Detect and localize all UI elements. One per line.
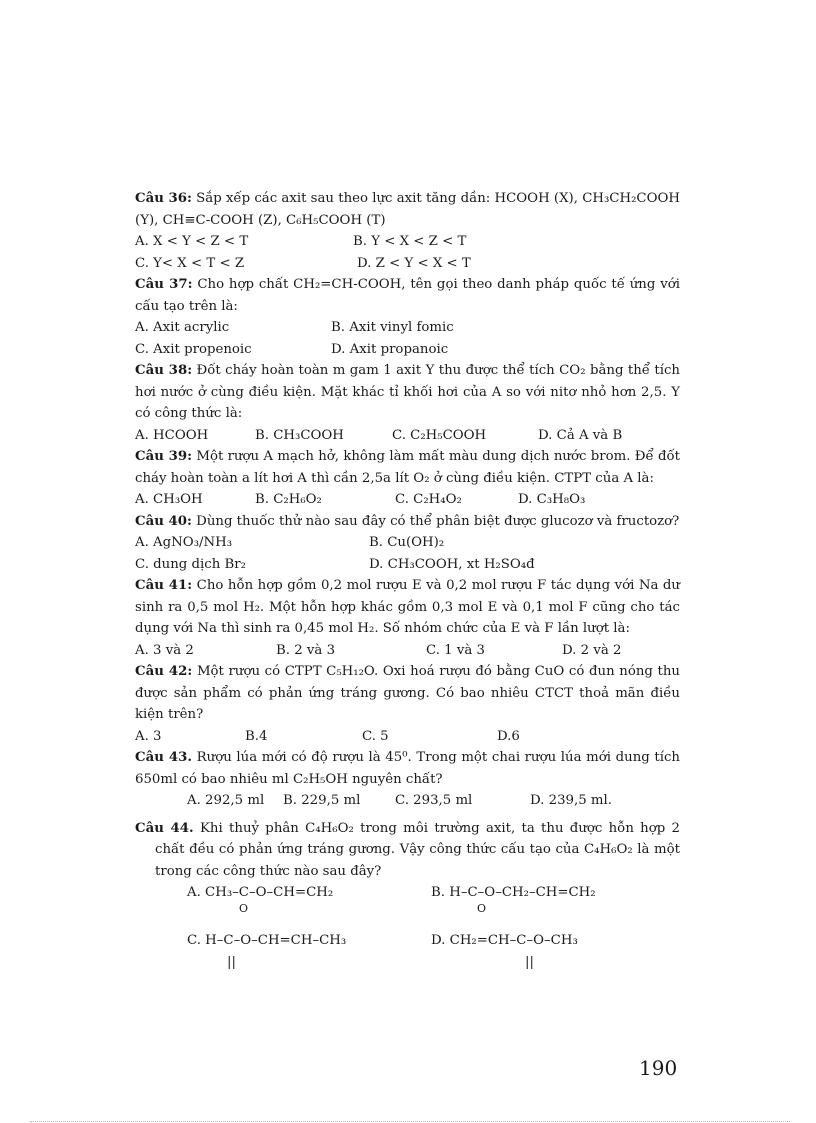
- options-row: [135, 554, 680, 576]
- option-b: B. C₂H₆O₂: [255, 492, 322, 507]
- question-text: Dùng thuốc thử nào sau đây có thể phân biệt được glucozơ và fructozơ?: [196, 513, 680, 529]
- options-row: [135, 425, 680, 447]
- option-a: A. CH₃OH: [135, 492, 203, 507]
- options-row: [135, 339, 680, 361]
- question-text: Đốt cháy hoàn toàn m gam 1 axit Y thu được thể tích CO₂ bằng thể tích hơi nước ở cùng điều kiện. Mặt khác tỉ khối hơi của A so với nitơ nhỏ hơn 2,5. Y có công thức là:: [135, 363, 680, 421]
- option-d: D. CH₂=CH–C–O–CH₃: [431, 933, 578, 948]
- option-a: A. CH₃–C–O–CH=CH₂: [187, 885, 334, 900]
- option-c: C. 5: [362, 728, 389, 744]
- option-d: D. CH₃COOH, xt H₂SO₄đ: [369, 556, 535, 572]
- option-d: D. Z < Y < X < T: [357, 255, 471, 271]
- option-c: C. H–C–O–CH=CH–CH₃: [187, 933, 347, 948]
- question-text: Rượu lúa mới có độ rượu là 45⁰. Trong một chai rượu lúa mới dung tích 650ml có bao nhiêu ml C₂H₅OH nguyên chất?: [135, 750, 680, 787]
- question-40: [135, 511, 680, 533]
- option-b: B. Y < X < Z < T: [353, 234, 467, 249]
- question-36: [135, 188, 680, 231]
- option-a: A. AgNO₃/NH₃: [135, 535, 233, 550]
- question-label: Câu 39:: [135, 449, 192, 464]
- question-text: Một rượu A mạch hở, không làm mất màu dung dịch nước brom. Để đốt cháy hoàn toàn a lít hơi A thì cần 2,5a lít O₂ ở cùng điều kiện. CTPT của A là:: [135, 449, 680, 486]
- page-number: 190: [639, 1056, 678, 1080]
- question-label: Câu 38:: [135, 363, 193, 378]
- question-label: Câu 36:: [135, 191, 192, 206]
- option-c: C. C₂H₅COOH: [392, 427, 487, 443]
- option-b: B. Cu(OH)₂: [369, 535, 445, 550]
- question-38: [135, 360, 680, 425]
- double-bond-mark: ||: [525, 955, 534, 970]
- option-a: A. 3 và 2: [135, 642, 194, 658]
- option-b: B. CH₃COOH: [255, 427, 344, 443]
- double-bond-mark: ||: [227, 955, 236, 970]
- options-row: [135, 231, 680, 253]
- option-d: D. Cả A và B: [538, 427, 623, 443]
- question-39: [135, 446, 680, 489]
- formula-row: [135, 930, 680, 978]
- option-c: C. 1 và 3: [426, 642, 485, 658]
- carbonyl-oxygen: O: [239, 902, 249, 915]
- options-row: [135, 253, 680, 275]
- question-44: [135, 818, 680, 883]
- question-text: Một rượu có CTPT C₅H₁₂O. Oxi hoá rượu đó bằng CuO có đun nóng thu được sản phẩm có phản ứng tráng gương. Có bao nhiêu CTCT thoả mãn điều kiện trên?: [135, 664, 680, 722]
- options-row: [135, 532, 680, 554]
- option-d: D. 2 và 2: [562, 642, 622, 658]
- options-row: [135, 640, 680, 662]
- carbonyl-oxygen: O: [477, 902, 487, 915]
- question-text: Khi thuỷ phân C₄H₆O₂ trong môi trường axit, ta thu được hỗn hợp 2 chất đều có phản ứng tráng gương. Vậy công thức cấu tạo của C₄H₆O₂ là một trong các công thức nào sau đây?: [155, 820, 680, 879]
- options-row: [135, 317, 680, 339]
- question-label: Câu 40:: [135, 513, 192, 529]
- question-label: Câu 43.: [135, 750, 193, 765]
- question-42: [135, 661, 680, 726]
- question-text: Cho hợp chất CH₂=CH-COOH, tên gọi theo danh pháp quốc tế ứng với cấu tạo trên là:: [135, 277, 680, 314]
- question-label: Câu 42:: [135, 664, 193, 679]
- option-d: D. Axit propanoic: [331, 341, 449, 357]
- option-b: B. 2 và 3: [276, 642, 336, 658]
- option-b: B. Axit vinyl fomic: [331, 320, 454, 335]
- options-row: [135, 726, 680, 748]
- option-a: A. 3: [135, 728, 162, 744]
- question-text: Cho hỗn hợp gồm 0,2 mol rượu E và 0,2 mol rượu F tác dụng với Na dư sinh ra 0,5 mol H₂. Một hỗn hợp khác gồm 0,3 mol E và 0,1 mol F cũng cho tác dụng với Na thì sinh ra 0,45 mol H₂. Số nhóm chức của E và F lần lượt là:: [135, 578, 680, 636]
- question-label: Câu 44.: [135, 820, 194, 836]
- option-a: A. Axit acrylic: [135, 320, 230, 335]
- option-c: C. Y< X < T < Z: [135, 255, 245, 271]
- option-d: D. C₃H₈O₃: [518, 492, 586, 507]
- option-a: A. HCOOH: [135, 427, 209, 443]
- option-c: C. Axit propenoic: [135, 341, 252, 357]
- options-row: [135, 489, 680, 511]
- question-list: [135, 188, 680, 978]
- question-43: [135, 747, 680, 790]
- option-c: C. dung dịch Br₂: [135, 556, 246, 572]
- question-label: Câu 41:: [135, 578, 193, 593]
- option-a: A. 292,5 ml: [187, 793, 265, 808]
- question-37: [135, 274, 680, 317]
- option-d: D. 239,5 ml.: [530, 793, 613, 808]
- option-c: C. 293,5 ml: [395, 793, 473, 808]
- question-label: Câu 37:: [135, 277, 193, 292]
- option-d: D.6: [497, 728, 520, 744]
- options-row: [135, 790, 680, 812]
- question-41: [135, 575, 680, 640]
- question-text: Sắp xếp các axit sau theo lực axit tăng dần: HCOOH (X), CH₃CH₂COOH (Y), CH≡C-COOH (Z), C₆H₅COOH (T): [135, 191, 680, 228]
- bottom-divider: [30, 1121, 790, 1122]
- option-c: C. C₂H₄O₂: [395, 492, 462, 507]
- option-b: B. 229,5 ml: [283, 793, 361, 808]
- formula-row: [135, 882, 680, 930]
- option-a: A. X < Y < Z < T: [135, 234, 249, 249]
- option-b: B.4: [245, 728, 268, 744]
- option-b: B. H–C–O–CH₂–CH=CH₂: [431, 885, 596, 900]
